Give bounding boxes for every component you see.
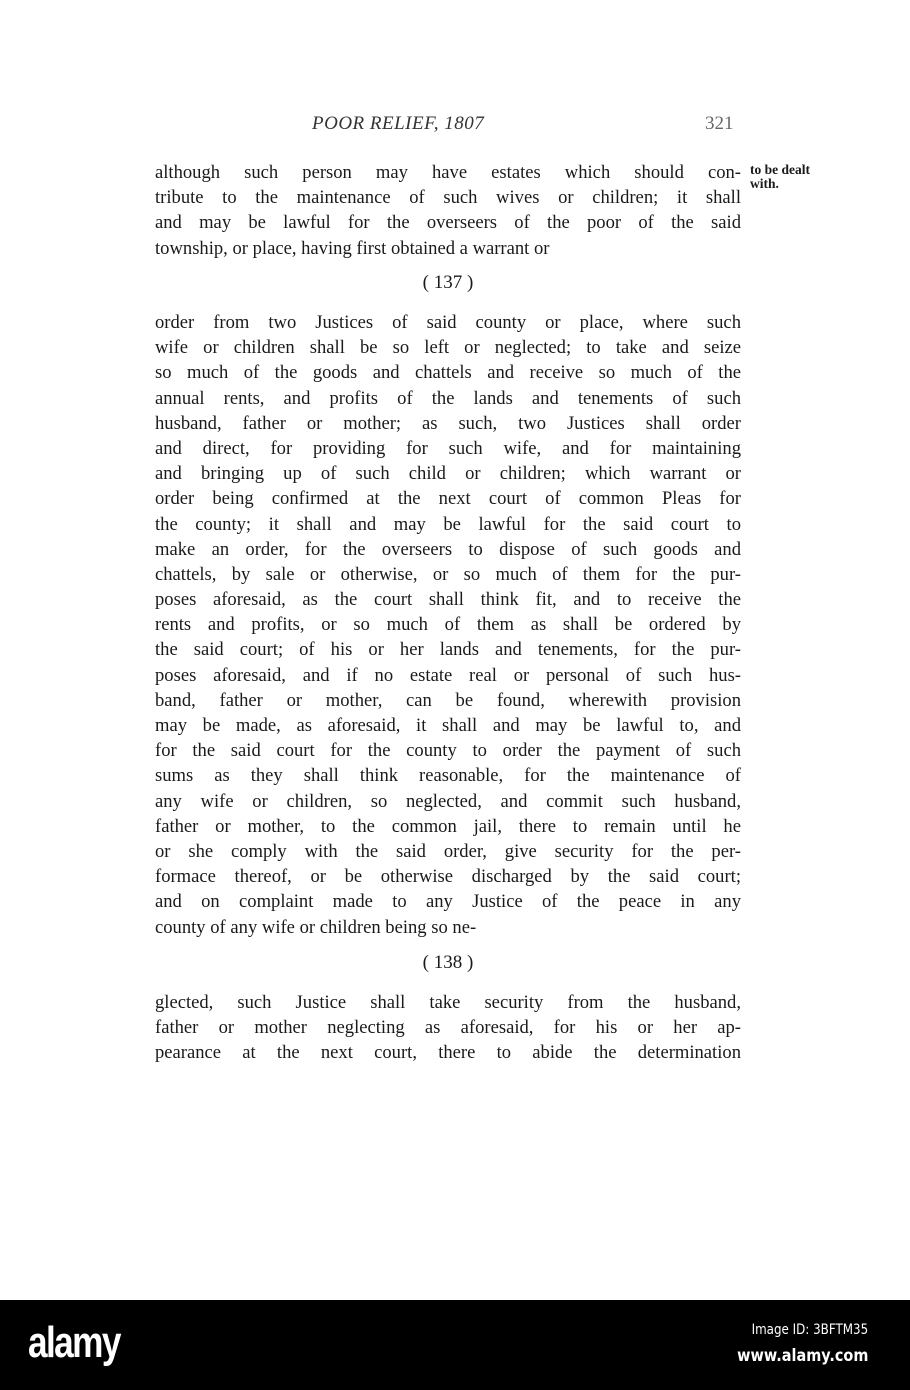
text-line: poses aforesaid, and if no estate real or personal of such hus- (155, 664, 741, 686)
watermark-url: www.alamy.com (736, 1346, 868, 1366)
text-line: although such person may have estates which should con- (155, 162, 741, 183)
text-line: poses aforesaid, as the court shall think fit, and to receive the (155, 589, 741, 611)
text-line: and bringing up of such child or children; which warrant or (155, 463, 741, 485)
text-line: sums as they shall think reasonable, for the maintenance of (155, 765, 741, 787)
text-line: for the said court for the county to order the payment of such (155, 740, 741, 762)
image-id: Image ID: 3BFTM35 (751, 1322, 868, 1338)
folio-137: ( 137 ) (422, 272, 474, 293)
text-line: the said court; of his or her lands and tenements, for the pur- (155, 639, 741, 661)
paragraph-2 (155, 310, 741, 940)
text-line: pearance at the next court, there to abide the determination (155, 1042, 741, 1064)
alamy-logo: alamy (28, 1318, 120, 1367)
paragraph-1 (155, 160, 741, 261)
folio-138: ( 138 ) (422, 952, 474, 973)
text-line: may be made, as aforesaid, it shall and may be lawful to, and (155, 715, 741, 736)
text-line: tribute to the maintenance of such wives or children; it shall (155, 187, 741, 209)
text-line: county of any wife or children being so ne- (155, 916, 477, 938)
text-line: wife or children shall be so left or neglected; to take and seize (155, 337, 741, 359)
text-line: order being confirmed at the next court of common Pleas for (155, 488, 741, 510)
text-line: glected, such Justice shall take security from the husband, (155, 992, 741, 1013)
page-header (0, 113, 910, 139)
text-line: formace thereof, or be otherwise discharged by the said court; (155, 866, 741, 888)
text-line: township, or place, having first obtained a warrant or (155, 237, 550, 259)
text-line: father or mother, to the common jail, there to remain until he (155, 815, 741, 837)
text-line: any wife or children, so neglected, and commit such husband, (155, 790, 741, 812)
paragraph-3 (155, 990, 741, 1066)
text-line: and on complaint made to any Justice of the peace in any (155, 891, 741, 913)
text-line: order from two Justices of said county or place, where such (155, 312, 741, 333)
text-line: band, father or mother, can be found, wherewith provision (155, 689, 741, 711)
page-number: 321 (705, 113, 734, 134)
running-title: POOR RELIEF, 1807 (312, 113, 485, 134)
text-line: father or mother neglecting as aforesaid, for his or her ap- (155, 1017, 741, 1039)
text-line: rents and profits, or so much of them as shall be ordered by (155, 614, 741, 636)
margin-note: to be dealt with. (750, 162, 810, 191)
text-line: so much of the goods and chattels and receive so much of the (155, 362, 741, 384)
text-line: chattels, by sale or otherwise, or so much of them for the pur- (155, 563, 741, 585)
text-line: or she comply with the said order, give security for the per- (155, 840, 741, 862)
text-line: husband, father or mother; as such, two Justices shall order (155, 412, 741, 434)
text-line: make an order, for the overseers to dispose of such goods and (155, 538, 741, 560)
text-line: the county; it shall and may be lawful for the said court to (155, 513, 741, 535)
text-line: and direct, for providing for such wife, and for maintaining (155, 437, 741, 459)
text-line: annual rents, and profits of the lands and tenements of such (155, 387, 741, 409)
watermark-bar (0, 1300, 910, 1390)
text-line: and may be lawful for the overseers of the poor of the said (155, 212, 741, 234)
